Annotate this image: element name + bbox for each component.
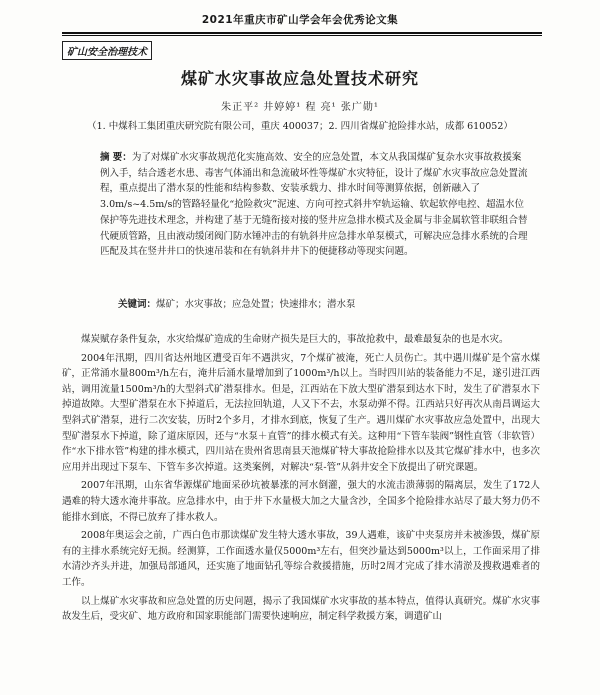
- keywords-text: 煤矿；水灾事故；应急处置；快速排水；潜水泵: [156, 299, 356, 310]
- body-paragraph: 煤炭赋存条件复杂，水灾给煤矿造成的生命财产损失是巨大的，事故抢救中，最难最复杂的也是水灾。: [81, 334, 509, 345]
- affiliation: （1. 中煤科工集团重庆研究院有限公司，重庆 400037；2. 四川省煤矿抢险排水站，成都 610052）: [87, 121, 513, 132]
- author-list: 朱正平² 井婷婷¹ 程 亮¹ 张广勋¹: [221, 102, 379, 113]
- body-text: [62, 332, 540, 625]
- header-rule-thick: [62, 32, 542, 34]
- keywords-label: 关键词：: [118, 299, 157, 310]
- abstract-text: 为了对煤矿水灾事故规范化实施高效、安全的应急处置，本文从我国煤矿复杂水灾事故救援案例入手，结合透老水患、毒害气体涌出和急流破坏性等煤矿水灾特征，设计了煤矿水灾事故应急处置流程，重点提出了潜水泵的性能和结构参数、安装承载力、排水时间等测算依据，创新融入了3.0m/s~4.5m/s的管路轻量化“抢险救灾”泥速、方向可控式斜井窄轨运输、软起软停电控、超温水位保护等先进技术理念，并构建了基于无缝衔接对接的竖井应急排水模式及金属与非金属软管非联组合替代硬质管路，且由液动缓闭阀门防水锤冲击的有轨斜井应急排水单泵模式，可解决应急排水系统的合理匹配及其在竖井井口的快速吊装和在有轨斜井井下的便捷移动等现实问题。: [100, 152, 528, 258]
- section-tag: 矿山安全治理技术: [62, 41, 152, 60]
- abstract: [100, 150, 530, 260]
- body-paragraph: 2008年奥运会之前，广西白色市那读煤矿发生特大透水事故，39人遇难，该矿中夹泵房并未被渗毁，煤矿原有的主排水系统完好无损。经测算，工作面透水量仅5000m³左右，但突沙量达到5000m³以上，工作面采用了排水清沙齐头并进，加强局部通风，还实施了地面钻孔等综合救援措施，历时2周才完成了排水清淤及搜救遇难者的工作。: [62, 530, 540, 588]
- body-paragraph: 2004年汛期，四川省达州地区遭受百年不遇洪灾，7个煤矿被淹，死亡人员伤亡。其中遇川煤矿是个富水煤矿，正常涌水量800m³/h左右，淹井后涌水量增加到了1000m³/h以上。当时四川站的装备能力不足，遂引进江西站，调用流量1500m³/h的大型斜式矿潜泵排水。但是，江西站在下放大型矿潜泵到达水下时，发生了矿潜泵水下掉道故障。大型矿潜泵在水下掉道后，无法拉回轨道，人又下不去，水泵动弹不得。江西站只好再次从南昌调运大型斜式矿潜泵，进行二次安装，历时2个多月，才排水到底，恢复了生产。遇川煤矿水灾事故应急处置中，出现大型矿潜泵水下掉道，除了道床原因，还与“水泵＋直管”的排水模式有关。这种用“下管车装阀”钢性直管（非软管）作“水下排水管”构建的排水模式，四川站在贵州省思南县天池煤矿特大事故抢险排水以及其它煤矿排水中，也多次应用并出现过下泵车、下管车多次掉道。这类案例，对解决“泵-管”从斜井安全下放提出了研究课题。: [62, 352, 540, 473]
- abstract-label: 摘 要：: [100, 152, 132, 163]
- body-paragraph: 2007年汛期，山东省华源煤矿地面采砂坑被暴涨的河水倒灌，强大的水流击溃薄弱的隔离层，发生了172人遇难的特大透水淹井事故。应急排水中，由于井下水量极大加之大量含沙，全国多个抢险排水站尽了最大努力仍不能排水到底，不得已放弃了排水救人。: [62, 480, 540, 523]
- paper-title: 煤矿水灾事故应急处置技术研究: [180, 69, 419, 88]
- body-paragraph: 以上煤矿水灾事故和应急处置的历史问题，揭示了我国煤矿水灾事故的基本特点，值得认真研究。煤矿水灾事故发生后，受灾矿、地方政府和国家职能部门需要快速响应，制定科学救援方案，调遣矿山: [62, 595, 540, 623]
- keywords: [118, 296, 530, 310]
- header-rule-thin: [62, 35, 542, 36]
- running-head: 2021年重庆市矿山学会年会优秀论文集: [201, 14, 399, 26]
